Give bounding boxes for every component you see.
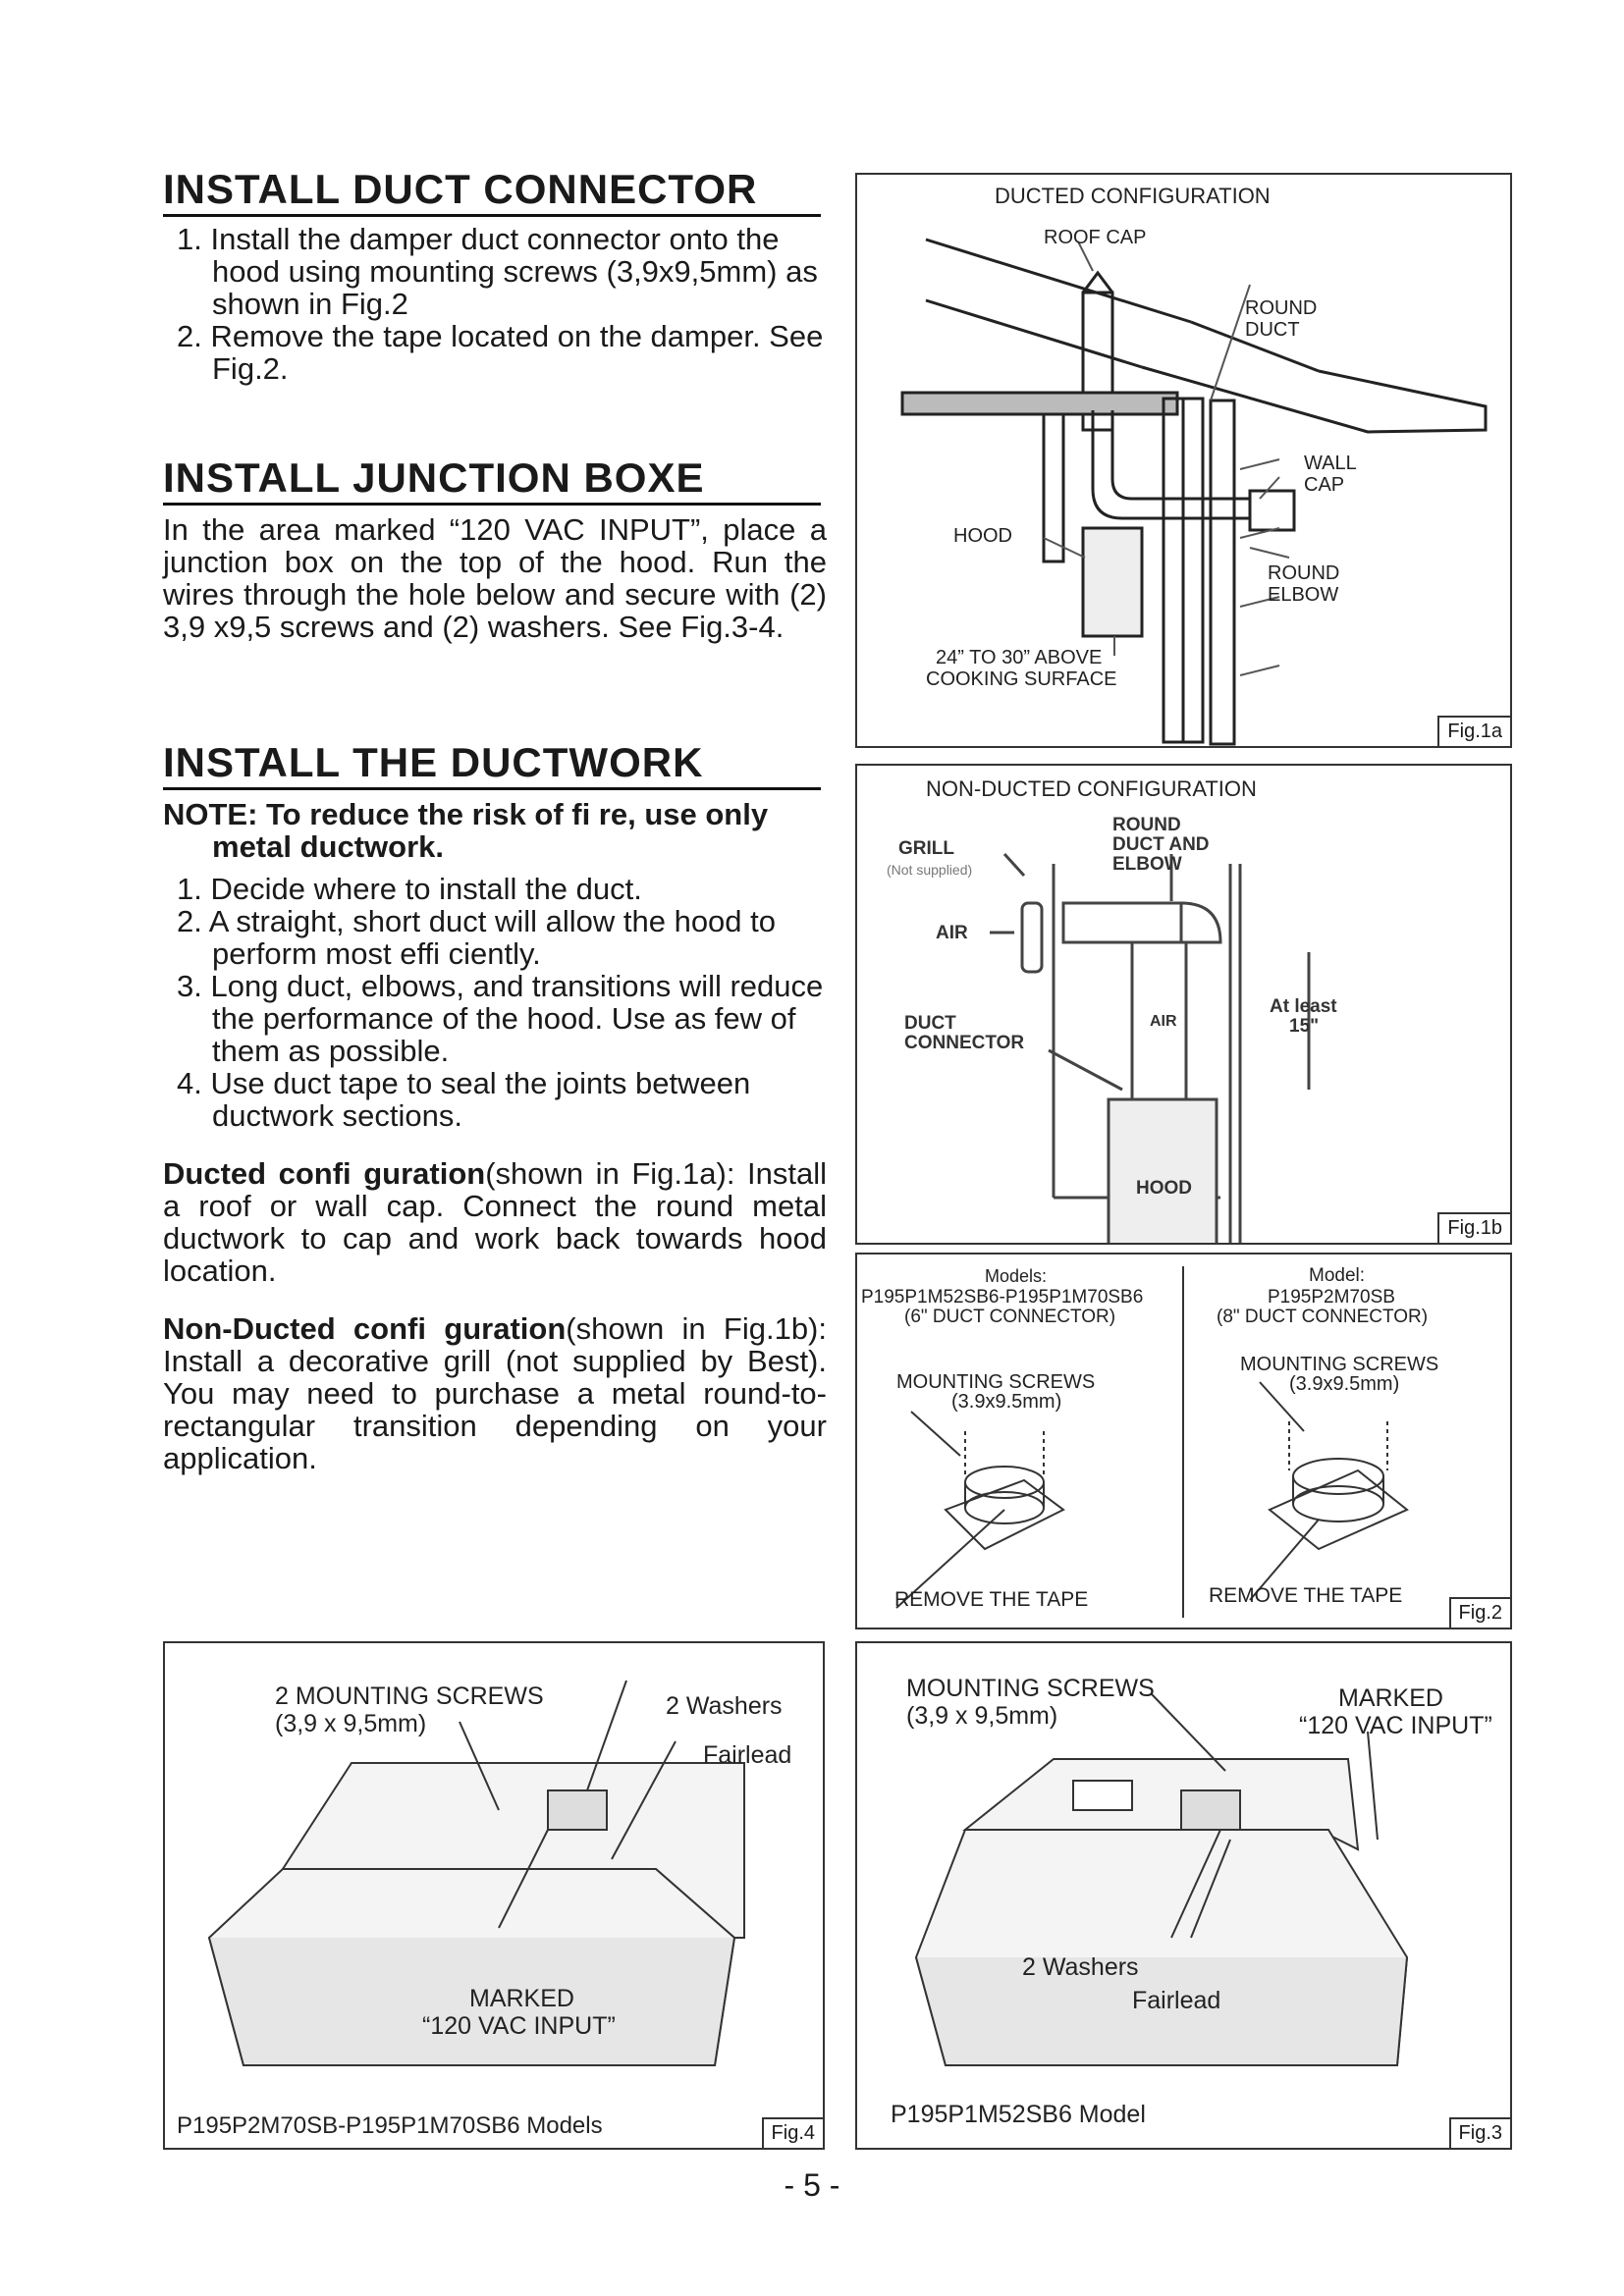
fig2-right-screws: MOUNTING SCREWS: [1240, 1354, 1439, 1375]
fig3-screw-size: (3,9 x 9,5mm): [906, 1702, 1058, 1730]
page-number: - 5 -: [784, 2167, 840, 2203]
step-2: 2. Remove the tape located on the damper. See Fig.2.: [177, 319, 824, 386]
fig1b-tag: Fig.1b: [1437, 1212, 1510, 1243]
fig1a-wall-cap-1: WALL: [1304, 453, 1357, 474]
fig1a-round-duct-2: DUCT: [1245, 319, 1300, 341]
fig4-vac: “120 VAC INPUT”: [422, 2012, 616, 2040]
ducted-config-label: Ducted confi guration: [163, 1156, 486, 1191]
ductwork-step-3: 3. Long duct, elbows, and transitions will reduce the performance of the hood. Use as few of them as possible.: [177, 969, 824, 1068]
section-install-junction-box: [163, 455, 827, 643]
nonducted-config-label: Non-Ducted confi guration: [163, 1311, 567, 1346]
fig2-right-connector: (8" DUCT CONNECTOR): [1217, 1307, 1429, 1327]
figure-2-duct-connector: [855, 1253, 1512, 1629]
fig4-tag: Fig.4: [762, 2117, 823, 2148]
fig2-left-connector: (6" DUCT CONNECTOR): [904, 1307, 1116, 1327]
fig3-vac: “120 VAC INPUT”: [1299, 1712, 1492, 1739]
fig2-left-screws: MOUNTING SCREWS: [896, 1371, 1096, 1393]
fig1b-not-supplied: (Not supplied): [887, 862, 973, 878]
fig4-washers: 2 Washers: [666, 1692, 783, 1720]
section-install-ductwork: [163, 740, 827, 1474]
fig2-right-model-label: Model:: [1309, 1265, 1366, 1286]
fig3-washers: 2 Washers: [1022, 1953, 1139, 1981]
heading-install-ductwork: INSTALL THE DUCTWORK: [163, 740, 821, 790]
fig2-right-model: P195P2M70SB: [1268, 1287, 1395, 1308]
nonducted-config-text: Install a decorative grill (not supplied by Best). You may need to purchase a metal round-to-rectangular transition depending on your application.: [163, 1344, 827, 1475]
figure-3-junction-box: [855, 1641, 1512, 2150]
fig2-left-models: P195P1M52SB6-P195P1M70SB6: [861, 1287, 1144, 1308]
heading-install-duct-connector: INSTALL DUCT CONNECTOR: [163, 167, 821, 217]
heading-install-junction-box: INSTALL JUNCTION BOXE: [163, 455, 821, 506]
fig2-right-tape: REMOVE THE TAPE: [1209, 1584, 1403, 1607]
fig1a-round-elbow-1: ROUND: [1268, 562, 1340, 584]
fig3-screws: MOUNTING SCREWS: [906, 1675, 1155, 1702]
ductwork-step-2: 2. A straight, short duct will allow the hood to perform most effi ciently.: [177, 904, 777, 971]
fig3-fairlead: Fairlead: [1132, 1987, 1221, 2014]
fig3-tag: Fig.3: [1449, 2117, 1510, 2148]
fig4-models: P195P2M70SB-P195P1M70SB6 Models: [177, 2112, 603, 2139]
fig1a-tag: Fig.1a: [1437, 716, 1510, 746]
fig1b-air-up: AIR: [1150, 1013, 1177, 1030]
fig2-right-screw-size: (3.9x9.5mm): [1289, 1373, 1400, 1395]
step-1: 1. Install the damper duct connector onto the hood using mounting screws (3,9x9,5mm) as shown in Fig.2: [177, 222, 818, 321]
fig4-screws: 2 MOUNTING SCREWS: [275, 1682, 544, 1710]
section-install-duct-connector: [163, 167, 827, 385]
ductwork-step-1: 1. Decide where to install the duct.: [177, 872, 642, 906]
fig1a-wall-cap-2: CAP: [1304, 474, 1345, 496]
fig1b-round-duct-3: ELBOW: [1112, 854, 1182, 875]
figure-1b-nonducted: [855, 764, 1512, 1245]
fig1a-above-1: 24” TO 30” ABOVE: [936, 647, 1103, 668]
fig1b-duct-connector-2: CONNECTOR: [904, 1033, 1025, 1053]
nonducted-config-paragraph: [163, 1312, 827, 1474]
fig1b-at-least-2: 15": [1289, 1016, 1320, 1037]
fig1a-hood: HOOD: [953, 525, 1012, 547]
ductwork-step-4: 4. Use duct tape to seal the joints between ductwork sections.: [177, 1066, 751, 1133]
ducted-config-text: Install a roof or wall cap. Connect the round metal ductwork to cap and work back towards hood location.: [163, 1156, 827, 1288]
fig2-left-screw-size: (3.9x9.5mm): [951, 1391, 1062, 1413]
fig1a-above-2: COOKING SURFACE: [926, 668, 1117, 690]
fig1b-title: NON-DUCTED CONFIGURATION: [926, 776, 1257, 801]
fig3-marked: MARKED: [1338, 1684, 1443, 1712]
fig1b-air-left: AIR: [936, 923, 968, 943]
fig1b-round-duct-2: DUCT AND: [1112, 834, 1210, 855]
junction-box-text: In the area marked “120 VAC INPUT”, place a junction box on the top of the hood. Run the wires through the hole below and secure with (2) 3,9 x9,5 screws and (2) washers. See Fig.3-4.: [163, 512, 827, 644]
fig1b-duct-connector-1: DUCT: [904, 1013, 956, 1034]
figure-1a-ducted: [855, 173, 1512, 748]
fig1a-round-duct-1: ROUND: [1245, 297, 1318, 319]
fig1a-roof-cap: ROOF CAP: [1044, 227, 1147, 248]
fig1b-grill: GRILL: [898, 838, 954, 859]
fig2-left-tape: REMOVE THE TAPE: [894, 1588, 1089, 1611]
fig4-fairlead: Fairlead: [703, 1741, 792, 1769]
fig1a-title: DUCTED CONFIGURATION: [995, 184, 1271, 208]
fig4-marked: MARKED: [469, 1985, 574, 2012]
fig4-screw-size: (3,9 x 9,5mm): [275, 1710, 427, 1737]
fig3-model: P195P1M52SB6 Model: [891, 2101, 1146, 2128]
ducted-config-ref: (shown in Fig.1a):: [485, 1156, 735, 1191]
nonducted-config-ref: (shown in Fig.1b):: [566, 1311, 827, 1346]
fig1a-round-elbow-2: ELBOW: [1268, 584, 1339, 606]
fig1b-hood: HOOD: [1136, 1178, 1192, 1199]
ducted-config-paragraph: [163, 1157, 827, 1287]
ductwork-note: NOTE: To reduce the risk of fi re, use only metal ductwork.: [163, 797, 769, 864]
fig2-tag: Fig.2: [1449, 1597, 1510, 1628]
fig1b-round-duct-1: ROUND: [1112, 815, 1181, 835]
fig1b-at-least-1: At least: [1270, 996, 1337, 1017]
figure-4-junction-box: [163, 1641, 825, 2150]
fig2-left-models-label: Models:: [985, 1266, 1048, 1286]
